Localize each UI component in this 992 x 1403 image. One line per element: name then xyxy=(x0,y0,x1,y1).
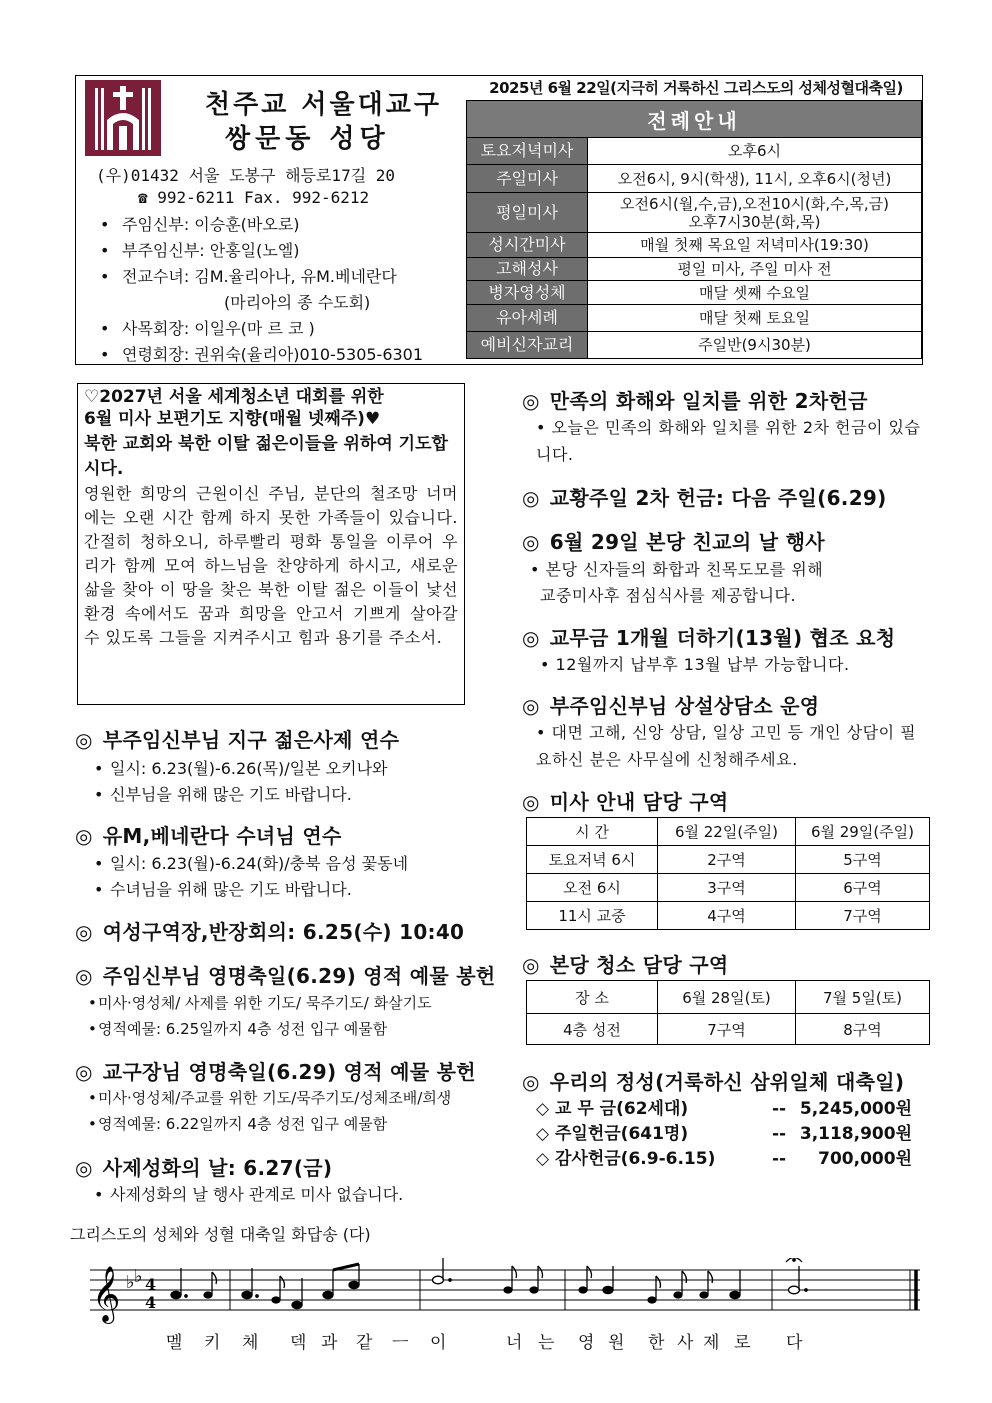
lyric-syllable: 너 xyxy=(506,1333,523,1353)
table-header: 시 간 xyxy=(527,818,658,846)
section-title: ◎ 교구장님 영명축일(6.29) 영적 예물 봉헌 xyxy=(75,1060,476,1084)
table-header: 6월 28일(토) xyxy=(658,981,796,1014)
staff-list xyxy=(96,212,466,368)
section-title: ◎ 사제성화의 날: 6.27(금) xyxy=(75,1156,333,1180)
lyric-syllable: 멜 xyxy=(166,1333,183,1353)
table-cell: 8구역 xyxy=(796,1014,930,1045)
prayer-title-line2: 6월 미사 보편기도 지향(매월 넷째주)♥ xyxy=(84,409,381,429)
lyric-syllable: 과 xyxy=(321,1333,338,1353)
svg-text:♭: ♭ xyxy=(126,1272,135,1293)
list-item: • 일시: 6.23(월)-6.24(화)/충북 음성 꽃동네 xyxy=(90,851,408,877)
table-row xyxy=(527,1014,930,1045)
org-name-line2: 쌍문동 성당 xyxy=(225,124,390,154)
table-cell: 토요저녁 6시 xyxy=(527,846,658,874)
lyric-syllable: 한 xyxy=(648,1333,665,1353)
schedule-label: 예비신자교리 xyxy=(467,332,588,359)
section-text: • 대면 고해, 신앙 상담, 일상 고민 등 개인 상담이 필요하신 분은 사무실에 신청해주세요. xyxy=(536,723,917,769)
psalm-lyrics xyxy=(0,1328,992,1354)
prayer-intention: 북한 교회와 북한 이탈 젊은이들을 위하여 기도합시다. xyxy=(84,434,448,479)
liturgy-heading: 전례안내 xyxy=(467,101,922,138)
table-cell: 11시 교중 xyxy=(527,902,658,930)
schedule-value: 오후6시 xyxy=(588,138,922,165)
offering-row: ◇ 감사헌금(6.9-6.15) -- 700,000원 xyxy=(536,1149,912,1169)
section-text: • 12월까지 납부후 13월 납부 가능합니다. xyxy=(540,655,850,674)
lyric-syllable: 원 xyxy=(608,1333,625,1353)
table-cell: 4층 성전 xyxy=(527,1014,658,1045)
mass-guide-table xyxy=(526,817,930,930)
lyric-syllable: 체 xyxy=(242,1333,259,1353)
table-cell: 5구역 xyxy=(796,846,930,874)
table-row xyxy=(527,902,930,930)
section-title: ◎ 만족의 화해와 일치를 위한 2차헌금 xyxy=(522,389,868,413)
schedule-label: 병자영성체 xyxy=(467,281,588,305)
section-items xyxy=(84,990,432,1042)
section-items xyxy=(84,1085,451,1137)
list-item: • 영적예물: 6.25일까지 4층 성전 입구 예물함 xyxy=(84,1016,432,1042)
prayer-title-line1: ♡2027년 서울 세계청소년 대회를 위한 xyxy=(84,387,384,407)
svg-text:♭: ♭ xyxy=(134,1266,143,1287)
table-cell: 6구역 xyxy=(796,874,930,902)
lyric-syllable: 제 xyxy=(703,1333,720,1353)
table-cell: 오전 6시 xyxy=(527,874,658,902)
staff-item: • 주임신부: 이승훈(바오로) xyxy=(96,212,466,238)
staff-item: • 사목회장: 이일우(마 르 코 ) xyxy=(96,316,466,342)
lyric-syllable: 같 xyxy=(356,1333,373,1353)
schedule-label: 성시간미사 xyxy=(467,233,588,258)
section-title: ◎ 교무금 1개월 더하기(13월) 협조 요청 xyxy=(522,626,896,650)
schedule-value: 매달 셋째 수요일 xyxy=(588,281,922,305)
section-title: ◎ 주임신부님 영명축일(6.29) 영적 예물 봉헌 xyxy=(75,964,496,988)
schedule-value: 평일 미사, 주일 미사 전 xyxy=(588,258,922,281)
section-text: • 오늘은 민족의 화해와 일치를 위한 2차 헌금이 있습니다. xyxy=(536,418,921,464)
schedule-value xyxy=(588,193,922,233)
table-header: 6월 29일(주일) xyxy=(796,818,930,846)
section-title: ◎ 우리의 정성(거룩하신 삼위일체 대축일) xyxy=(522,1070,905,1094)
section-title: ◎ 6월 29일 본당 친교의 날 행사 xyxy=(522,530,825,554)
lyric-syllable: 덱 xyxy=(290,1333,307,1353)
table-header: 7월 5일(토) xyxy=(796,981,930,1014)
lyric-syllable: 이 xyxy=(430,1333,447,1353)
section-items xyxy=(90,1182,403,1208)
table-cell: 3구역 xyxy=(658,874,796,902)
offering-list xyxy=(536,1097,912,1172)
schedule-label: 토요저녁미사 xyxy=(467,138,588,165)
list-item: • 사제성화의 날 행사 관계로 미사 없습니다. xyxy=(90,1182,403,1208)
section-text: • 본당 신자들의 화합과 친목도모를 위해 xyxy=(530,560,824,579)
table-cell: 2구역 xyxy=(658,846,796,874)
section-title: ◎ 여성구역장,반장회의: 6.25(수) 10:40 xyxy=(75,920,465,944)
section-items xyxy=(90,756,388,808)
table-cell: 7구역 xyxy=(796,902,930,930)
lyric-syllable: 로 xyxy=(734,1333,751,1353)
staff-item: • 전교수녀: 김M.율리아나, 유M.베네란다 xyxy=(96,264,466,290)
schedule-label: 주일미사 xyxy=(467,165,588,193)
list-item: • 미사·영성체/ 사제를 위한 기도/ 묵주기도/ 화살기도 xyxy=(84,990,432,1016)
schedule-label: 유아세례 xyxy=(467,305,588,332)
staff-item: • 부주임신부: 안홍일(노엘) xyxy=(96,238,466,264)
list-item: • 영적예물: 6.22일까지 4층 성전 입구 예물함 xyxy=(84,1111,451,1137)
schedule-value: 매달 첫째 토요일 xyxy=(588,305,922,332)
svg-text:4: 4 xyxy=(145,1275,157,1294)
prayer-intention-box xyxy=(77,383,465,705)
list-item: • 일시: 6.23(월)-6.26(목)/일본 오키나와 xyxy=(90,756,388,782)
weekday-mass-line1: 오전6시(월,수,금),오전10시(화,수,목,금) xyxy=(619,194,890,213)
schedule-label: 고해성사 xyxy=(467,258,588,281)
list-item: • 신부님을 위해 많은 기도 바랍니다. xyxy=(90,782,388,808)
section-items xyxy=(90,851,408,903)
table-cell: 7구역 xyxy=(658,1014,796,1045)
cleaning-duty-table xyxy=(526,980,930,1045)
staff-item: • 연령회장: 권위숙(율리아)010-5305-6301 xyxy=(96,342,466,368)
section-title: ◎ 유M,베네란다 수녀님 연수 xyxy=(75,824,342,848)
lyric-syllable: 다 xyxy=(786,1333,803,1353)
schedule-value: 매월 첫째 목요일 저녁미사(19:30) xyxy=(588,233,922,258)
offering-row: ◇ 주일헌금(641명) -- 3,118,900원 xyxy=(536,1124,912,1144)
liturgy-schedule-table xyxy=(466,100,922,359)
staff-item: (마리아의 종 수도회) xyxy=(224,293,371,312)
list-item: • 수녀님을 위해 많은 기도 바랍니다. xyxy=(90,877,408,903)
church-phone: ☎ 992-6211 Fax. 992-6212 xyxy=(138,188,370,207)
table-row xyxy=(527,874,930,902)
table-cell: 4구역 xyxy=(658,902,796,930)
psalm-title: 그리스도의 성체와 성혈 대축일 화답송 (다) xyxy=(70,1225,371,1244)
list-item: • 미사·영성체/주교를 위한 기도/묵주기도/성체조배/희생 xyxy=(84,1085,451,1111)
bulletin-date: 2025년 6월 22일(지극히 거룩하신 그리스도의 성체성혈대축일) xyxy=(489,79,903,97)
section-title: ◎ 본당 청소 담당 구역 xyxy=(522,953,729,977)
table-row xyxy=(527,846,930,874)
section-title: ◎ 미사 안내 담당 구역 xyxy=(522,790,729,814)
church-logo xyxy=(85,80,161,156)
offering-row: ◇ 교 무 금(62세대) -- 5,245,000원 xyxy=(536,1099,912,1119)
svg-text:4: 4 xyxy=(145,1293,157,1312)
lyric-syllable: 는 xyxy=(538,1333,555,1353)
section-title: ◎ 부주임신부님 지구 젊은사제 연수 xyxy=(75,728,400,752)
svg-text:𝄞: 𝄞 xyxy=(92,1266,121,1322)
schedule-value: 오전6시, 9시(학생), 11시, 오후6시(청년) xyxy=(588,165,922,193)
lyric-syllable: 키 xyxy=(204,1333,221,1353)
lyric-syllable: 사 xyxy=(677,1333,694,1353)
table-header: 장 소 xyxy=(527,981,658,1014)
prayer-body: 영원한 희망의 근원이신 주님, 분단의 철조망 너머에는 오랜 시간 함께 하지 못한 가족들이 있습니다. 간절히 청하오니, 하루빨리 평화 통일을 이루어 우리가 함께 모여 하느님을 찬양하게 하시고, 새로운 삶을 찾아 이 땅을 찾은 북한 이탈 젊은 이들이 낯선 환경 속에서도 꿈과 희망을 안고서 기쁘게 살아갈 수 있도록 그들을 지켜주시고 힘과 용기를 주소서. xyxy=(84,484,458,647)
church-address: (우)01432 서울 도봉구 해등로17길 20 xyxy=(96,166,396,185)
section-title: ◎ 교황주일 2차 헌금: 다음 주일(6.29) xyxy=(522,486,887,510)
lyric-syllable: ㅡ xyxy=(392,1333,409,1353)
lyric-syllable: 영 xyxy=(578,1333,595,1353)
weekday-mass-line2: 오후7시30분(화,목) xyxy=(688,212,821,231)
schedule-value: 주일반(9시30분) xyxy=(588,332,922,359)
section-title: ◎ 부주임신부님 상설상담소 운영 xyxy=(522,694,820,718)
org-name-line1: 천주교 서울대교구 xyxy=(205,90,442,120)
section-text: 교중미사후 점심식사를 제공합니다. xyxy=(540,586,797,605)
table-header: 6월 22일(주일) xyxy=(658,818,796,846)
schedule-label: 평일미사 xyxy=(467,193,588,233)
